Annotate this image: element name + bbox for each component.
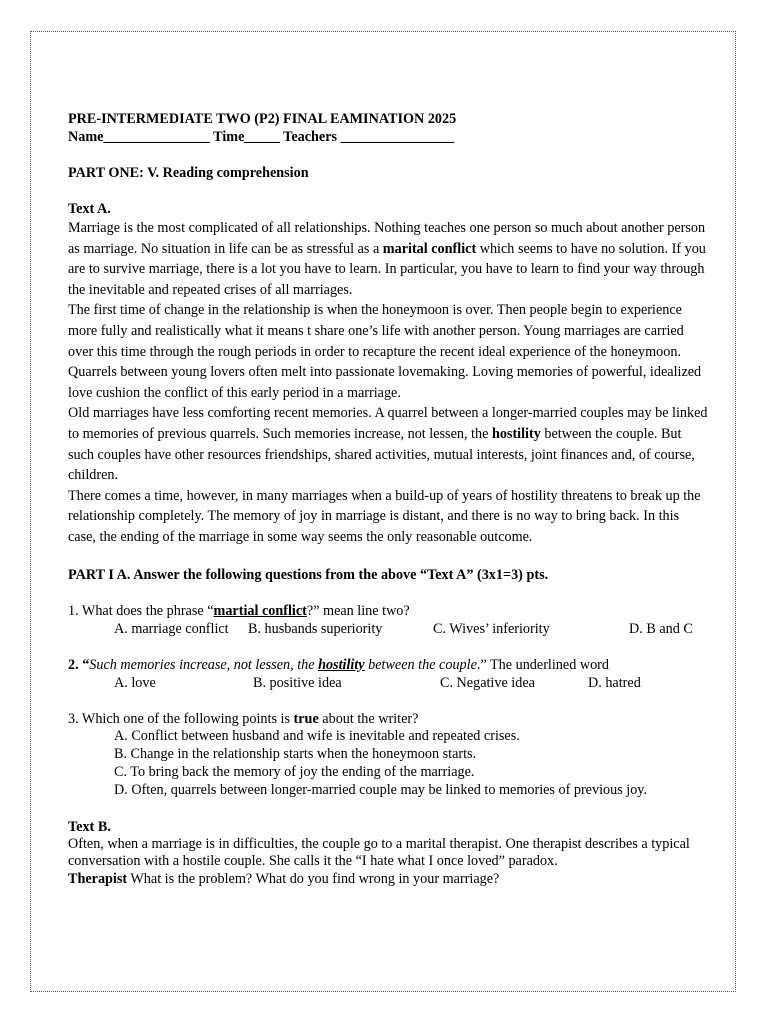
text-a-paragraph-2: The first time of change in the relationship is when the honeymoon is over. Then people begin to experience more fully and realistically what it means t share one’s life with another person. Young marriages are carried over this time through the rough periods in order to recapture the recent ideal experience of the honeymoon. Quarrels between young lovers often melt into passionate lovemaking. Loving memories of powerful, idealized love cushion the conflict of this early period in a marriage. (68, 302, 702, 401)
therapist-speaker: Therapist (68, 870, 128, 887)
text-b-heading: Text B. (68, 818, 111, 835)
marital-conflict-term: marital conflict (382, 240, 477, 257)
therapist-line: Therapist What is the problem? What do you find wrong in your marriage? (68, 870, 500, 887)
q3-option-b: B. Change in the relationship starts when the honeymoon starts. (114, 745, 477, 762)
text-a-paragraph-3: Old marriages have less comforting recent memories. A quarrel between a longer-married couples may be linked to memories of previous quarrels. Such memories increase, not lessen, the hostility between the couple. But such couples have other resources friendships, shared activities, mutual interests, joint finances and, of course, children. (68, 405, 708, 484)
q1-option-a: A. marriage conflict (114, 620, 229, 637)
q2-option-c: C. Negative idea (440, 674, 535, 691)
question-2: 2. “Such memories increase, not lessen, the hostility between the couple.” The underlined word (68, 656, 609, 673)
q1-option-b: B. husbands superiority (248, 620, 383, 637)
question-2-options (68, 674, 708, 692)
q2-option-d: D. hatred (588, 674, 641, 691)
q1-option-d: D. B and C (629, 620, 693, 637)
q3-option-a: A. Conflict between husband and wife is inevitable and repeated crises. (114, 727, 520, 744)
part-1a-heading: PART I A. Answer the following questions from the above “Text A” (3x1=3) pts. (68, 566, 549, 583)
text-a-heading: Text A. (68, 201, 111, 217)
q3-option-d: D. Often, quarrels between longer-married couple may be linked to memories of previous joy. (114, 781, 648, 798)
text-b-paragraph-1: Often, when a marriage is in difficulties, the couple go to a marital therapist. One therapist describes a typical conversation with a hostile couple. She calls it the “I hate what I once loved” paradox. (68, 835, 690, 869)
q2-option-b: B. positive idea (253, 674, 342, 691)
name-time-teachers-line: Name_______________ Time_____ Teachers ________________ (68, 129, 455, 145)
q2-option-a: A. love (114, 674, 156, 691)
exam-content (68, 110, 708, 889)
q3-option-c: C. To bring back the memory of joy the ending of the marriage. (114, 763, 475, 780)
martial-conflict-phrase: martial conflict (213, 602, 307, 619)
exam-title: PRE-INTERMEDIATE TWO (P2) FINAL EAMINATION 2025 (68, 111, 457, 127)
question-1-options (68, 620, 708, 638)
part-one-heading: PART ONE: V. Reading comprehension (68, 165, 309, 181)
hostility-underlined-word: hostility (318, 656, 365, 673)
question-3: 3. Which one of the following points is true about the writer? (68, 710, 419, 727)
text-a-paragraph-4: There comes a time, however, in many marriages when a build-up of years of hostility threatens to break up the relationship completely. The memory of joy in marriage is distant, and there is no way to bring back. In this case, the ending of the marriage in some way seems the only reasonable outcome. (68, 487, 701, 545)
q1-option-c: C. Wives’ inferiority (433, 620, 550, 637)
text-a-paragraph-1: Marriage is the most complicated of all relationships. Nothing teaches one person so much about another person as marriage. No situation in life can be as stressful as a marital conflict which seems to have no solution. If you are to survive marriage, there is a lot you have to learn. In particular, you have to learn to find your way through the inevitable and repeated crises of all marriages. (68, 220, 706, 298)
hostility-term: hostility (491, 425, 541, 442)
question-1: 1. What does the phrase “martial conflict?” mean line two? (68, 602, 410, 619)
